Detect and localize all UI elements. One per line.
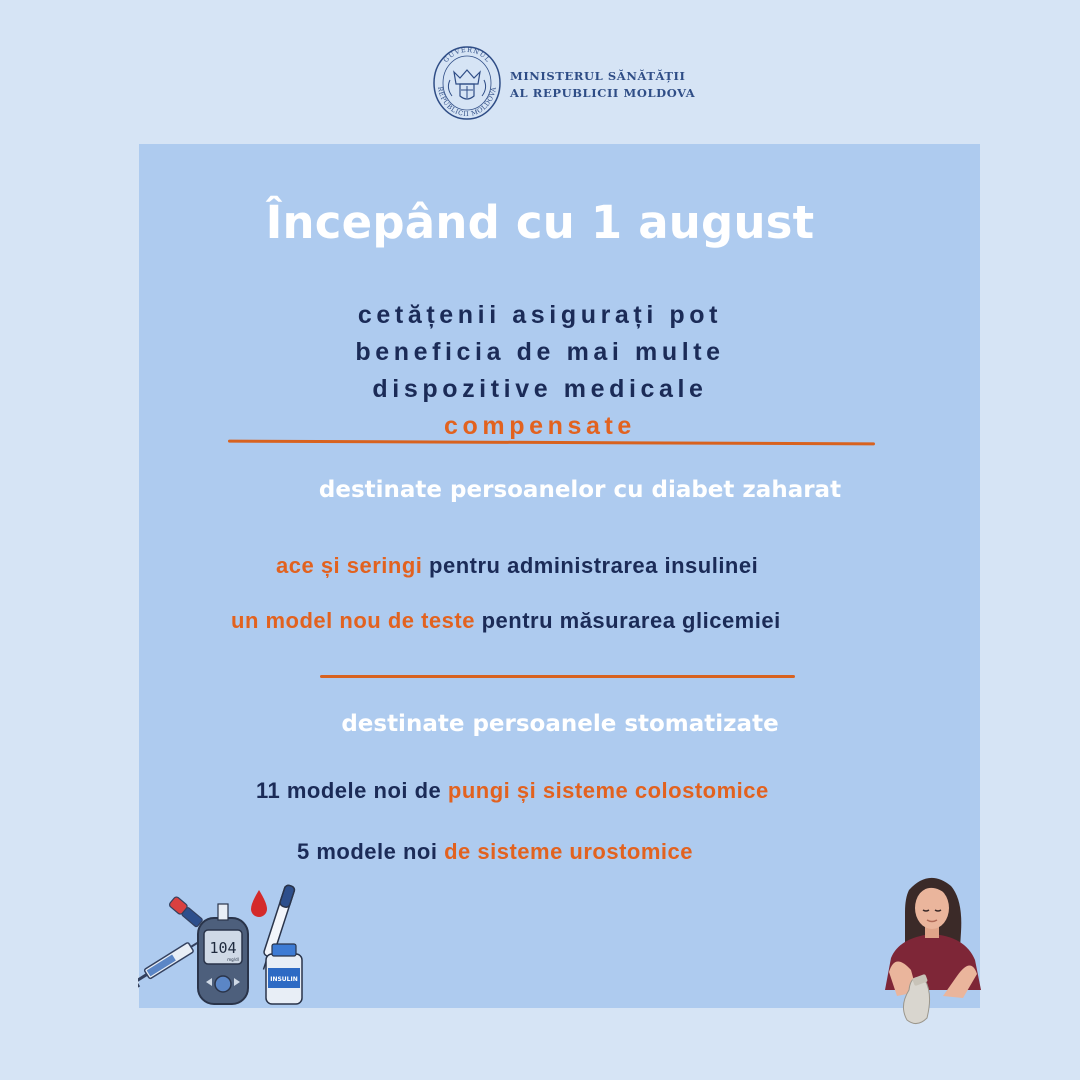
patient-illustration: [883, 872, 983, 1028]
svg-text:REPUBLICII MOLDOVA: REPUBLICII MOLDOVA: [436, 86, 498, 119]
stoma-item-urostomy-text: 5 modele noi: [297, 839, 445, 864]
subtitle: [0, 297, 1080, 445]
lancet-icon: [168, 896, 203, 928]
diabetes-item-needles-highlight: ace și seringi: [276, 553, 423, 578]
diabetes-item-needles: [276, 553, 758, 579]
glucometer-icon: [198, 904, 248, 1004]
diabetes-item-tests: [231, 608, 781, 634]
diabetes-supplies-illustration: [138, 878, 318, 1008]
subtitle-line1: cetățenii asigurați pot: [357, 301, 723, 329]
government-seal-icon: [432, 44, 502, 120]
divider-middle: [320, 675, 795, 678]
subtitle-highlight: compensate: [444, 412, 636, 440]
stoma-section-heading: destinate persoanele stomatizate: [341, 711, 779, 737]
svg-text:104: 104: [209, 939, 237, 957]
stoma-item-colostomy: [256, 778, 769, 804]
diabetes-section-heading: destinate persoanelor cu diabet zaharat: [318, 477, 842, 503]
insulin-vial-icon: [266, 944, 302, 1004]
ministry-logo: [432, 42, 696, 126]
stoma-item-colostomy-text: 11 modele noi de: [256, 778, 448, 803]
stoma-item-urostomy-highlight: de sisteme urostomice: [444, 839, 694, 864]
svg-text:GUVERNUL: GUVERNUL: [441, 45, 493, 65]
diabetes-item-tests-text: pentru măsurarea glicemiei: [474, 608, 781, 633]
stoma-item-urostomy: [297, 839, 693, 865]
subtitle-line3: dispozitive medicale: [372, 375, 708, 403]
diabetes-item-tests-highlight: un model nou de teste: [231, 608, 475, 633]
diabetes-item-needles-text: pentru administrarea insulinei: [422, 553, 759, 578]
subtitle-line2: beneficia de mai multe: [355, 338, 725, 366]
ministry-name-line1: MINISTERUL SĂNĂTĂȚII: [510, 69, 686, 83]
ministry-name-line2: AL REPUBLICII MOLDOVA: [510, 86, 696, 100]
blood-drop-icon: [251, 890, 267, 917]
stoma-item-colostomy-highlight: pungi și sisteme colostomice: [447, 778, 769, 803]
svg-text:INSULIN: INSULIN: [270, 976, 298, 983]
page-title: Începând cu 1 august: [265, 196, 815, 249]
svg-text:mg/dl: mg/dl: [227, 957, 239, 962]
ministry-name: [510, 68, 695, 102]
